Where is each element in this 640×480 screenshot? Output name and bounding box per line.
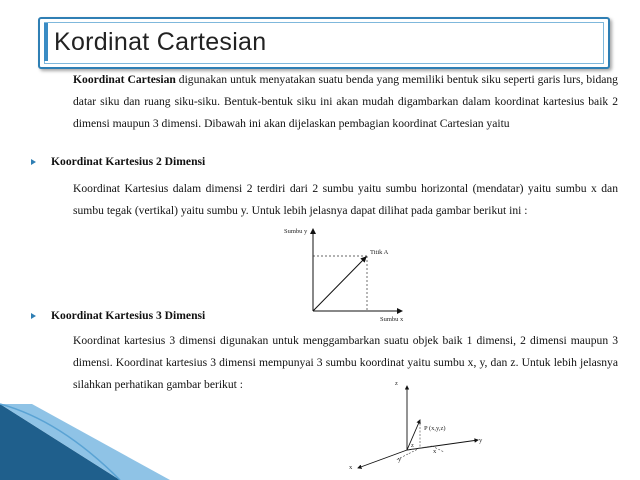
x-axis-3d-label: x [349,464,353,471]
page-title: Kordinat Cartesian [54,28,267,56]
point-a-label: Titik A [370,249,389,256]
intro-bold-term: Koordinat Cartesian [73,73,176,86]
point-p-label: P (x,y,z) [424,425,446,432]
section-3d-heading-text: Koordinat Kartesius 3 Dimensi [51,309,206,322]
y-axis-3d-label: y [479,437,483,444]
z-component-label: z [411,442,414,449]
section-2d-paragraph: Koordinat Kartesius dalam dimensi 2 terdiri dari 2 sumbu yaitu sumbu horizontal (mendatar) yaitu sumbu x dan sumbu tegak (vertikal) yaitu sumbu y. Untuk lebih jelasnya dapat dilihat pada gambar berikut ini : [73,182,618,217]
section-2d-heading-text: Koordinat Kartesius 2 Dimensi [51,155,206,168]
intro-text: digunakan untuk menyatakan suatu benda yang memiliki bentuk siku seperti garis lurs, bidang datar siku dan ruang siku-siku. Bentuk-bentuk siku ini akan mudah digambarkan dalam koordinat kartesius baik 2 dimensi maupun 3 dimensi. Dibawah ini akan dijelaskan pembagian koordinat Cartesian yaitu [73,73,618,130]
z-axis-label: z [395,380,398,387]
x-axis-label: Sumbu x [380,316,404,323]
section-3d-paragraph: Koordinat kartesius 3 dimensi digunakan untuk menggambarkan suatu objek baik 1 dimensi, 2 dimensi maupun 3 dimensi. Koordinat kartesius 3 dimensi mempunyai 3 sumbu koordinat yaitu sumbu x, y, dan z. Untuk lebih jelasnya silahkan perhatikan gambar berikut : [73,334,618,391]
y-axis-label: Sumbu y [284,228,308,235]
x-component-label: x [433,448,437,455]
y-component-label: y [398,456,402,463]
